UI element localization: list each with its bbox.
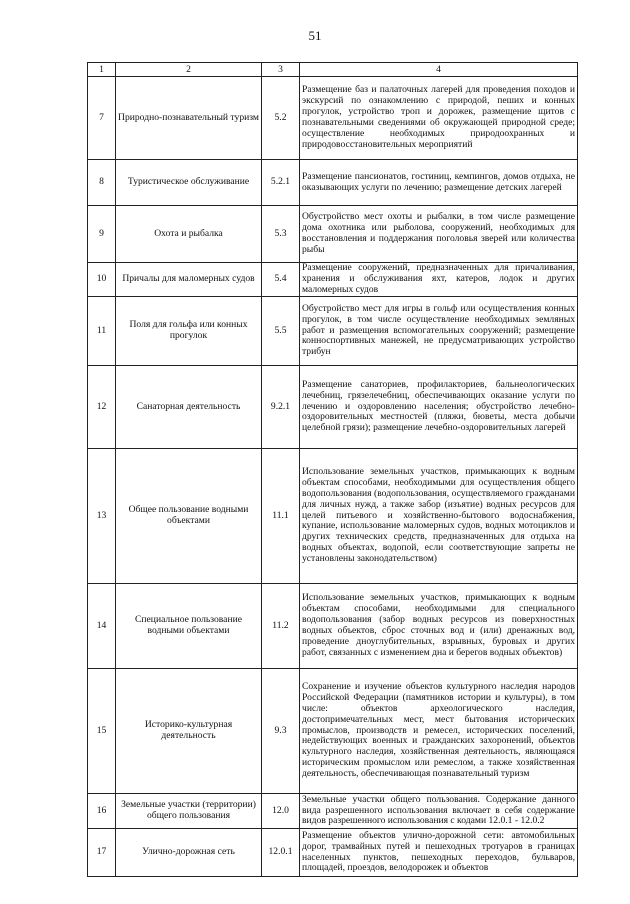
- row-description-cell: Использование земельных участков, примыкающих к водным объектам способами, необходимыми для осуществления общего водопользования (водопользования, осуществляемого гражданами для личных нужд, а также забор (изъятие) водных ресурсов для целей питьевого и хозяйственно-бытового водоснабжения, купание, использование маломерных судов, водных мотоциклов и других технических средств, предназначенных для отдыха на водных объектах, водопой, если соответствующие запреты не установлены законодательством): [300, 449, 578, 584]
- row-description-cell: Размещение пансионатов, гостиниц, кемпингов, домов отдыха, не оказывающих услуги по лечению; размещение детских лагерей: [300, 160, 578, 206]
- row-code-cell: 5.3: [262, 206, 300, 263]
- row-number-cell: 16: [88, 794, 116, 829]
- row-number-cell: 17: [88, 829, 116, 877]
- row-number-cell: 13: [88, 449, 116, 584]
- header-cell-3: 3: [262, 63, 300, 77]
- row-description-cell: Земельные участки общего пользования. Содержание данного вида разрешенного использования включает в себя содержание видов разрешенного использования с кодами 12.0.1 - 12.0.2: [300, 794, 578, 829]
- table-header-row: [88, 63, 578, 77]
- row-code-cell: 9.3: [262, 669, 300, 794]
- row-name-cell: Причалы для маломерных судов: [116, 263, 262, 297]
- table-row: [88, 669, 578, 794]
- row-description-cell: Размещение санаториев, профилакториев, бальнеологических лечебниц, грязелечебниц, обеспечивающих оказание услуги по лечению и оздоровлению населения; обустройство лечебно-оздоровительных местностей (пляжи, бюветы, места добычи целебной грязи); размещение лечебно-оздоровительных лагерей: [300, 366, 578, 449]
- row-name-cell: Улично-дорожная сеть: [116, 829, 262, 877]
- table-row: [88, 206, 578, 263]
- row-description-cell: Обустройство мест охоты и рыбалки, в том числе размещение дома охотника или рыболова, сооружений, необходимых для восстановления и поддержания поголовья зверей или количества рыбы: [300, 206, 578, 263]
- table-row: [88, 77, 578, 160]
- row-number-cell: 7: [88, 77, 116, 160]
- row-code-cell: 11.1: [262, 449, 300, 584]
- row-code-cell: 5.5: [262, 297, 300, 366]
- row-number-cell: 10: [88, 263, 116, 297]
- row-description-cell: Размещение объектов улично-дорожной сети: автомобильных дорог, трамвайных путей и пешеходных тротуаров в границах населенных пунктов, пешеходных переходов, бульваров, площадей, проездов, велодорожек и объектов: [300, 829, 578, 877]
- row-number-cell: 9: [88, 206, 116, 263]
- table-row: [88, 366, 578, 449]
- row-code-cell: 12.0: [262, 794, 300, 829]
- row-code-cell: 5.4: [262, 263, 300, 297]
- row-description-cell: Размещение сооружений, предназначенных для причаливания, хранения и обслуживания яхт, катеров, лодок и других маломерных судов: [300, 263, 578, 297]
- row-code-cell: 5.2.1: [262, 160, 300, 206]
- table-row: [88, 263, 578, 297]
- row-name-cell: Историко-культурная деятельность: [116, 669, 262, 794]
- row-number-cell: 11: [88, 297, 116, 366]
- row-code-cell: 11.2: [262, 584, 300, 669]
- row-code-cell: 9.2.1: [262, 366, 300, 449]
- row-name-cell: Охота и рыбалка: [116, 206, 262, 263]
- header-cell-1: 1: [88, 63, 116, 77]
- row-description-cell: Обустройство мест для игры в гольф или осуществления конных прогулок, в том числе осуществление необходимых земляных работ и размещения вспомогательных сооружений; размещение конноспортивных манежей, не предусматривающих устройство трибун: [300, 297, 578, 366]
- table-row: [88, 584, 578, 669]
- table-row: [88, 449, 578, 584]
- header-cell-4: 4: [300, 63, 578, 77]
- row-description-cell: Размещение баз и палаточных лагерей для проведения походов и экскурсий по ознакомлению с природой, пеших и конных прогулок, устройство троп и дорожек, размещение щитов с познавательными сведениями об окружающей природной среде; осуществление необходимых природоохранных и природовосстановительных мероприятий: [300, 77, 578, 160]
- table-row: [88, 297, 578, 366]
- row-number-cell: 14: [88, 584, 116, 669]
- row-name-cell: Земельные участки (территории) общего пользования: [116, 794, 262, 829]
- row-code-cell: 12.0.1: [262, 829, 300, 877]
- land-use-table: [87, 62, 578, 877]
- table-row: [88, 794, 578, 829]
- row-description-cell: Использование земельных участков, примыкающих к водным объектам способами, необходимыми для специального водопользования (забор водных ресурсов из поверхностных водных объектов, сброс сточных вод и (или) дренажных вод, проведение дноуглубительных, взрывных, буровых и других работ, связанных с изменением дна и берегов водных объектов): [300, 584, 578, 669]
- row-number-cell: 12: [88, 366, 116, 449]
- header-cell-2: 2: [116, 63, 262, 77]
- row-name-cell: Специальное пользование водными объектами: [116, 584, 262, 669]
- row-name-cell: Общее пользование водными объектами: [116, 449, 262, 584]
- row-name-cell: Санаторная деятельность: [116, 366, 262, 449]
- table-row: [88, 829, 578, 877]
- row-number-cell: 8: [88, 160, 116, 206]
- row-code-cell: 5.2: [262, 77, 300, 160]
- table-row: [88, 160, 578, 206]
- row-number-cell: 15: [88, 669, 116, 794]
- row-name-cell: Туристическое обслуживание: [116, 160, 262, 206]
- row-name-cell: Поля для гольфа или конных прогулок: [116, 297, 262, 366]
- page-number: 51: [308, 28, 322, 43]
- row-name-cell: Природно-познавательный туризм: [116, 77, 262, 160]
- row-description-cell: Сохранение и изучение объектов культурного наследия народов Российской Федерации (памятников истории и культуры), в том числе: объектов археологического наследия, достопримечательных мест, мест бытования исторических промыслов, производств и ремесел, исторических поселений, недействующих военных и гражданских захоронений, объектов культурного наследия, хозяйственная деятельность, являющаяся историческим промыслом или ремеслом, а также хозяйственная деятельность, обеспечивающая познавательный туризм: [300, 669, 578, 794]
